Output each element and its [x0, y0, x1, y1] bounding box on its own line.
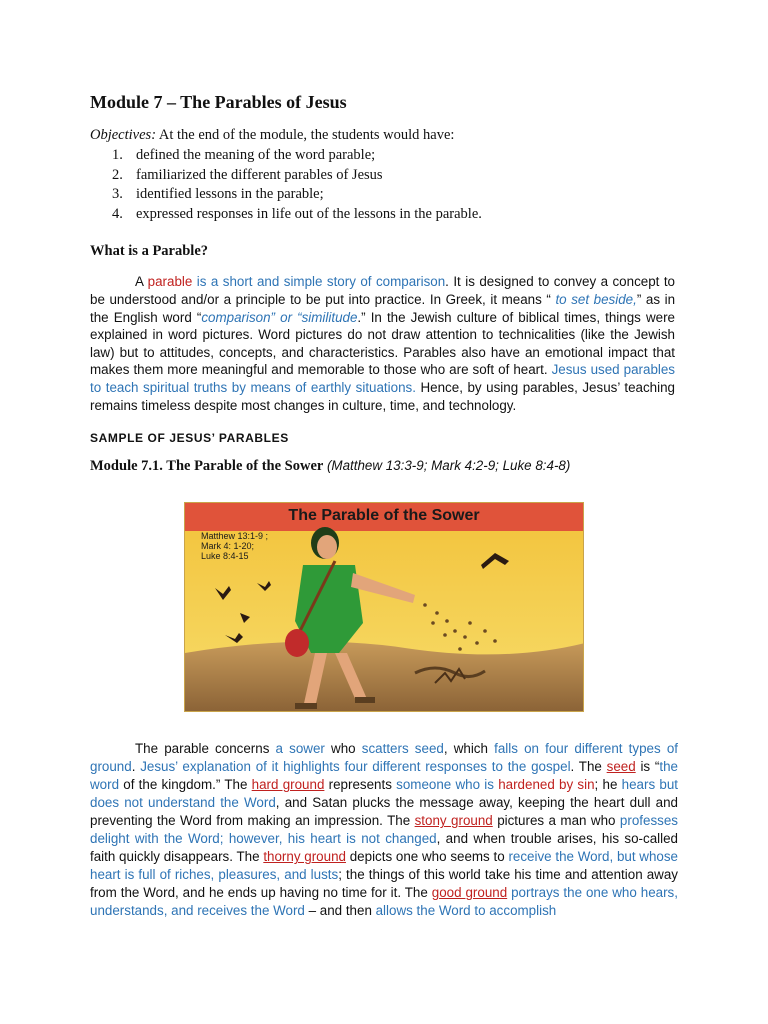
text-run: to set beside, — [550, 291, 637, 307]
text-run: stony ground — [414, 813, 493, 829]
module-7-1-references: (Matthew 13:3-9; Mark 4:2-9; Luke 8:4-8) — [326, 458, 571, 473]
text-run: thorny ground — [263, 849, 346, 865]
objective-text: expressed responses in life out of the lessons in the parable. — [136, 205, 482, 222]
text-run: .” In the Jewish culture of biblical times, things were explained in word pictures. Word pictures do not draw attention to technicalities (like the Jewish law) but to attitudes, concepts, and characteristics. Parables also have an emotional impact that makes them more meaningful and memorable to those who are soft of heart. — [90, 309, 676, 378]
text-run: the word — [90, 759, 678, 793]
text-run: pictures a man who — [492, 813, 620, 829]
text-run: depicts one who seems to — [345, 849, 509, 865]
text-run: is a short and simple story of comparison — [192, 274, 446, 290]
text-run: ; he — [594, 777, 622, 793]
text-run: professes delight with the Word; however, his heart is not changed — [90, 813, 678, 847]
objective-text: defined the meaning of the word parable; — [136, 147, 376, 163]
objectives-text: At the end of the module, the students would have: — [156, 127, 455, 143]
objective-item — [112, 146, 482, 166]
text-run: . The — [570, 759, 607, 775]
parable-definition-paragraph — [90, 273, 675, 414]
illustration-references — [201, 531, 268, 561]
text-run: Jesus used parables to teach spiritual truths by means of earthly situations. — [90, 362, 676, 395]
objectives-label: Objectives: — [90, 127, 157, 143]
illustration-ref-line: Matthew 13:1-9 ; — [201, 531, 269, 541]
text-run: allows the Word to accomplish — [375, 903, 557, 919]
text-run: A — [135, 274, 148, 290]
objective-text: familiarized the different parables of Jesus — [136, 166, 383, 183]
text-run: Hence, by using parables, Jesus’ teaching remains timeless despite most changes in culture, time, and technology. — [90, 379, 675, 413]
text-run: . — [131, 759, 141, 775]
objective-number: 4. — [112, 205, 123, 222]
sample-parables-heading: SAMPLE OF JESUS’ PARABLES — [90, 431, 289, 445]
text-run: . It is designed to convey a concept to be understood and/or a principle to be put into practice. In Greek, it means “ — [90, 274, 675, 307]
text-run: of the kingdom.” The — [119, 777, 252, 793]
objective-number: 2. — [112, 166, 123, 183]
module-7-1-label: Module 7.1. The Parable of the Sower — [90, 458, 324, 474]
illustration-ref-line: Mark 4: 1-20; — [201, 541, 255, 551]
text-run: falls on four different types of ground — [90, 741, 678, 775]
sower-explanation-paragraph — [90, 740, 678, 920]
objective-item — [112, 166, 482, 186]
illustration-ref-line: Luke 8:4-15 — [201, 551, 249, 561]
text-run: portrays the one who hears, understands, and receives the Word — [90, 885, 678, 919]
text-run: Jesus’ explanation of it highlights four different responses to the gospel — [140, 759, 571, 775]
objectives-intro — [90, 127, 454, 144]
text-run: comparison” or “similitude — [201, 309, 358, 325]
text-run: ; the things of this world take his time and attention away from the Word, and he ends up having no time for it. The — [90, 867, 678, 901]
section-heading-parable: What is a Parable? — [90, 243, 209, 259]
page-title: Module 7 – The Parables of Jesus — [90, 92, 347, 112]
sower-illustration — [184, 502, 584, 712]
text-run: who — [324, 741, 362, 757]
objective-text: identified lessons in the parable; — [136, 186, 324, 202]
objective-number: 3. — [112, 186, 123, 202]
text-run: scatters seed — [361, 741, 444, 757]
text-run: hard ground — [251, 777, 325, 793]
text-run: , which — [443, 741, 495, 757]
text-run: parable — [147, 274, 193, 290]
text-run: someone who is — [396, 777, 499, 793]
text-run: represents — [324, 777, 397, 793]
text-run: The parable concerns — [135, 741, 276, 757]
illustration-title: The Parable of the Sower — [288, 507, 480, 524]
text-run: – and then — [304, 903, 376, 919]
text-run: good ground — [431, 885, 508, 901]
text-run: a sower — [275, 741, 325, 757]
objective-item — [112, 185, 482, 205]
text-run: receive the Word, but whose heart is full of riches, pleasures, and lusts — [90, 849, 679, 883]
text-run: hears but does not understand the Word — [90, 777, 679, 811]
objective-number: 1. — [112, 147, 123, 163]
module-7-1-heading — [90, 458, 570, 475]
text-run: hardened by sin — [498, 777, 595, 793]
text-run: is “ — [635, 759, 660, 775]
text-run: , and when trouble arises, his so-called faith quickly disappears. The — [90, 831, 678, 865]
objectives-list — [112, 146, 482, 224]
text-run: ” as in the English word “ — [90, 291, 676, 325]
objective-item — [112, 205, 482, 225]
text-run: seed — [606, 759, 636, 775]
text-run: , and Satan plucks the message away, keeping the heart dull and preventing the Word from making an impression. The — [90, 795, 679, 829]
